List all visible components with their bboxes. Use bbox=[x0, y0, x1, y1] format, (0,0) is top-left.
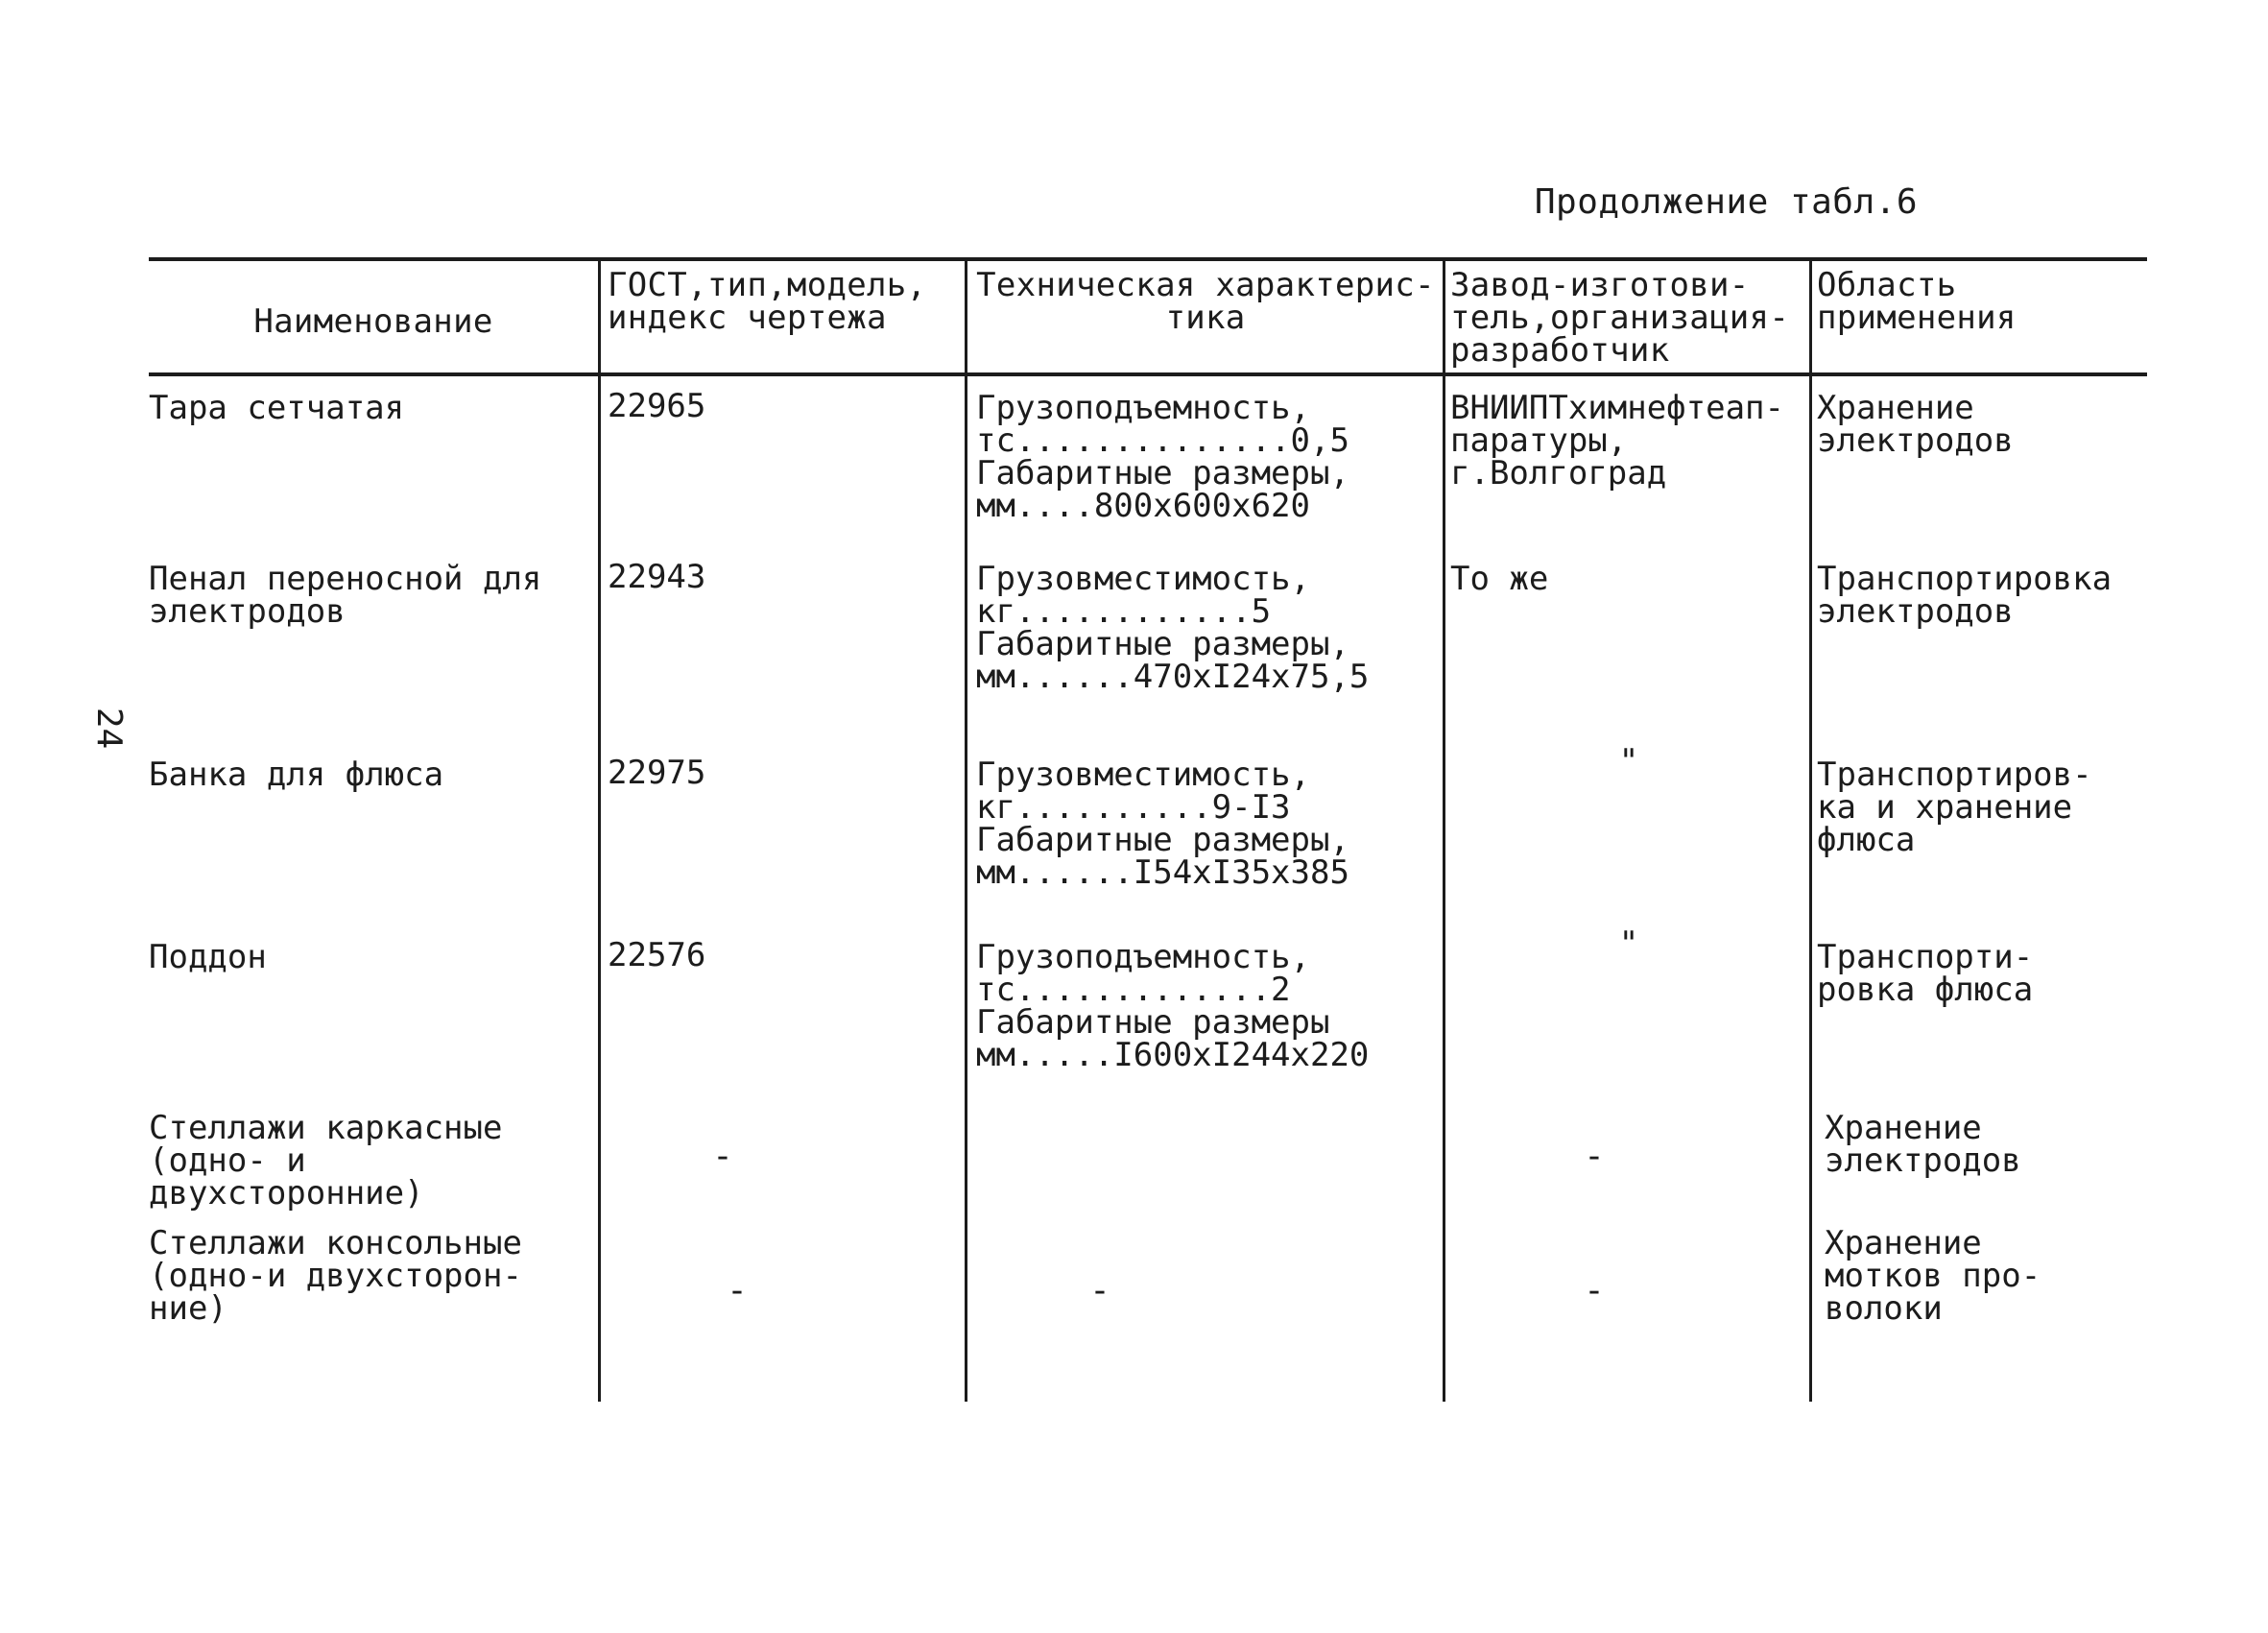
header-tech: Техническая характерис- тика bbox=[976, 266, 1435, 337]
row-3-maker: " bbox=[1618, 742, 1639, 780]
table-caption: Продолжение табл.6 bbox=[1534, 182, 1918, 222]
header-maker: Завод-изготови- тель,организация- разработчик bbox=[1450, 266, 1790, 370]
row-3-name: Банка для флюса bbox=[149, 756, 444, 794]
header-gost: ГОСТ,тип,модель, индекс чертежа bbox=[608, 266, 927, 337]
row-4-name: Поддон bbox=[149, 938, 267, 976]
row-1-area: Хранение электродов bbox=[1817, 389, 2014, 460]
column-divider bbox=[1809, 257, 1812, 1402]
column-divider bbox=[598, 257, 601, 1402]
row-3-area: Транспортиров- ка и хранение флюса bbox=[1817, 756, 2092, 859]
row-1-maker: ВНИИПТхимнефтеап- паратуры, г.Волгоград bbox=[1450, 389, 1784, 492]
row-5-name: Стеллажи каркасные (одно- и двухсторонние) bbox=[149, 1109, 503, 1213]
row-2-maker: То же bbox=[1450, 560, 1549, 598]
row-6-area: Хранение мотков про- волоки bbox=[1825, 1224, 2041, 1328]
equipment-table bbox=[149, 257, 2147, 1409]
row-3-gost: 22975 bbox=[608, 754, 706, 792]
row-6-name: Стеллажи консольные (одно-и двухсторон- ние) bbox=[149, 1224, 522, 1328]
table-top-rule bbox=[149, 257, 2147, 261]
row-6-gost: - bbox=[727, 1271, 748, 1310]
row-2-gost: 22943 bbox=[608, 558, 706, 596]
row-2-area: Транспортировка электродов bbox=[1817, 560, 2113, 631]
column-divider bbox=[965, 257, 967, 1402]
row-6-maker: - bbox=[1584, 1271, 1605, 1310]
row-4-maker: " bbox=[1618, 925, 1639, 963]
header-bottom-rule bbox=[149, 372, 2147, 376]
row-4-tech: Грузоподъемность, тс.............2 Габаритные размеры мм.....I600хI244х220 bbox=[976, 938, 1370, 1074]
row-1-tech: Грузоподъемность, тс..............0,5 Габаритные размеры, мм....800х600х620 bbox=[976, 389, 1349, 525]
row-1-gost: 22965 bbox=[608, 387, 706, 425]
header-area: Область применения bbox=[1817, 266, 2017, 337]
row-3-tech: Грузовместимость, кг..........9-I3 Габаритные размеры, мм......I54хI35х385 bbox=[976, 756, 1349, 892]
row-6-tech: - bbox=[1089, 1271, 1110, 1310]
header-name: Наименование bbox=[253, 302, 493, 341]
row-5-area: Хранение электродов bbox=[1825, 1109, 2021, 1180]
row-4-area: Транспорти- ровка флюса bbox=[1817, 938, 2034, 1009]
column-divider bbox=[1443, 257, 1445, 1402]
row-1-name: Тара сетчатая bbox=[149, 389, 405, 427]
row-2-tech: Грузовместимость, кг............5 Габаритные размеры, мм......470хI24х75,5 bbox=[976, 560, 1370, 696]
row-4-gost: 22576 bbox=[608, 936, 706, 974]
row-5-maker: - bbox=[1584, 1137, 1605, 1176]
row-5-gost: - bbox=[712, 1137, 733, 1176]
page-number: 24 bbox=[89, 707, 130, 750]
row-2-name: Пенал переносной для электродов bbox=[149, 560, 542, 631]
